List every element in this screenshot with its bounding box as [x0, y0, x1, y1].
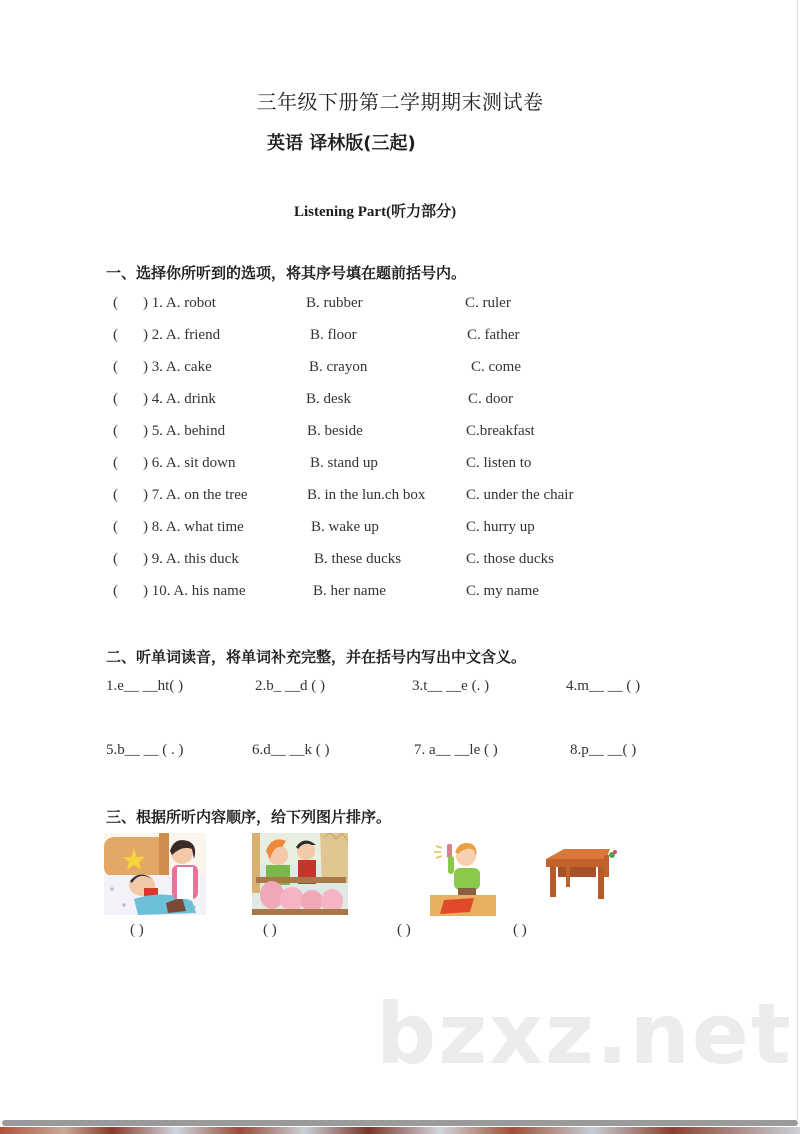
- option-a: ) 7. A. on the tree: [143, 487, 248, 503]
- horizontal-scrollbar[interactable]: [2, 1120, 798, 1126]
- document-title: 三年级下册第二学期期末测试卷: [256, 90, 544, 114]
- option-b: B. desk: [306, 391, 351, 407]
- answer-paren[interactable]: (: [113, 583, 118, 599]
- answer-paren[interactable]: (: [113, 455, 118, 471]
- option-a: ) 1. A. robot: [143, 295, 216, 311]
- option-a: ) 3. A. cake: [143, 359, 212, 375]
- picture-boy-sleeping-icon: [104, 833, 206, 915]
- picture-children-pigs-icon: [252, 833, 348, 915]
- fill-item[interactable]: 6.d__ __k ( ): [252, 742, 330, 758]
- option-c: C. ruler: [465, 295, 511, 311]
- fill-item[interactable]: 7. a__ __le ( ): [414, 742, 498, 758]
- option-c: C. come: [471, 359, 521, 375]
- section3-heading: 三、根据所听内容顺序，给下列图片排序。: [106, 808, 392, 826]
- option-a: ) 6. A. sit down: [143, 455, 236, 471]
- picture-answer-paren[interactable]: ( ): [263, 922, 277, 938]
- option-a: ) 2. A. friend: [143, 327, 221, 343]
- option-a: ) 9. A. this duck: [143, 551, 239, 567]
- picture-answer-paren[interactable]: ( ): [513, 922, 527, 938]
- section2-heading: 二、听单词读音，将单词补充完整，并在括号内写出中文含义。: [106, 648, 527, 666]
- fill-item[interactable]: 1.e__ __ht( ): [106, 678, 184, 694]
- option-a: ) 4. A. drink: [143, 391, 216, 407]
- option-c: C. hurry up: [466, 519, 535, 535]
- picture-desk-icon: [544, 845, 620, 901]
- option-b: B. rubber: [306, 295, 363, 311]
- document-subtitle: 英语 译林版(三起): [267, 133, 416, 154]
- watermark: bzxz.net: [376, 985, 793, 1083]
- fill-item[interactable]: 5.b__ __ ( . ): [106, 742, 184, 758]
- fill-item[interactable]: 4.m__ __ ( ): [566, 678, 641, 694]
- fill-item[interactable]: 2.b_ __d ( ): [255, 678, 325, 694]
- option-c: C.breakfast: [466, 423, 535, 439]
- answer-paren[interactable]: (: [113, 391, 118, 407]
- answer-paren[interactable]: (: [113, 423, 118, 439]
- next-page-preview: [0, 1127, 800, 1134]
- option-c: C. those ducks: [466, 551, 554, 567]
- option-c: C. my name: [466, 583, 539, 599]
- option-b: B. her name: [313, 583, 386, 599]
- option-b: B. beside: [307, 423, 363, 439]
- answer-paren[interactable]: (: [113, 359, 118, 375]
- option-b: B. wake up: [311, 519, 379, 535]
- picture-answer-paren[interactable]: ( ): [397, 922, 411, 938]
- picture-answer-paren[interactable]: ( ): [130, 922, 144, 938]
- option-c: C. under the chair: [466, 487, 574, 503]
- answer-paren[interactable]: (: [113, 295, 118, 311]
- picture-boy-at-desk-icon: [430, 840, 496, 916]
- option-c: C. listen to: [466, 455, 532, 471]
- option-a: ) 10. A. his name: [143, 583, 246, 599]
- option-b: B. stand up: [310, 455, 378, 471]
- option-a: ) 5. A. behind: [143, 423, 226, 439]
- answer-paren[interactable]: (: [113, 519, 118, 535]
- option-b: B. floor: [310, 327, 357, 343]
- answer-paren[interactable]: (: [113, 551, 118, 567]
- fill-item[interactable]: 3.t__ __e (. ): [412, 678, 490, 694]
- option-c: C. door: [468, 391, 513, 407]
- fill-item[interactable]: 8.p__ __( ): [570, 742, 637, 758]
- option-b: B. these ducks: [314, 551, 402, 567]
- option-b: B. crayon: [309, 359, 368, 375]
- option-b: B. in the lun.ch box: [307, 487, 426, 503]
- part-heading: Listening Part(听力部分): [294, 204, 457, 220]
- option-c: C. father: [467, 327, 520, 343]
- option-a: ) 8. A. what time: [143, 519, 244, 535]
- answer-paren[interactable]: (: [113, 327, 118, 343]
- answer-paren[interactable]: (: [113, 487, 118, 503]
- section1-heading: 一、选择你所听到的选项，将其序号填在题前括号内。: [106, 264, 467, 282]
